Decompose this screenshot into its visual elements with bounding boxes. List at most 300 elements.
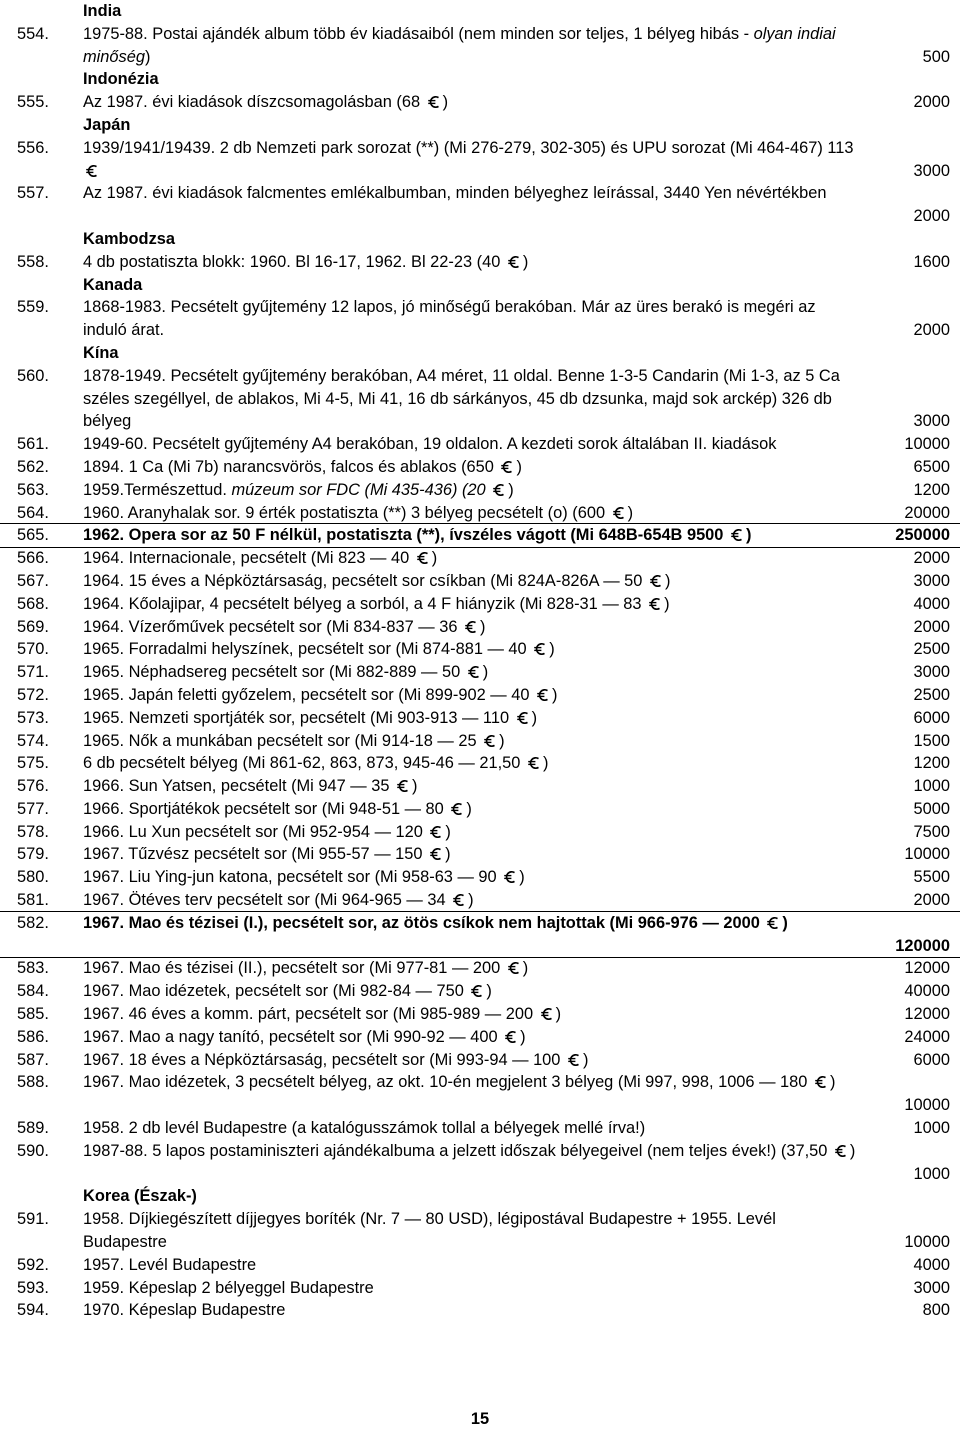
lot-text-part: 1967. 18 éves a Népköztársaság, pecsételt sor (Mi 993-94 — 100 [83,1050,565,1069]
lot-text [83,253,528,271]
lot-description [83,980,858,1003]
lot-description [83,616,858,639]
lot-text-part: 1967. Mao és tézisei (II.), pecsételt sor (Mi 977-81 — 200 [83,959,505,978]
lot-text-part: 1967. Mao idézetek, 3 pecsételt bélyeg, az okt. 10-én megjelent 3 bélyeg (Mi 997, 998, 1006 — 180 [83,1073,812,1092]
lot-price: 1200 [913,480,950,499]
lot-entry [0,821,960,844]
lot-price: 1200 [913,754,950,773]
lot-entry [0,889,960,912]
lot-entry [0,866,960,889]
lot-text [83,640,555,658]
lot-description [83,1026,858,1049]
lot-number: 574. [17,731,49,750]
lot-entry [0,1277,960,1300]
euro-icon [612,504,626,518]
lot-price: 4000 [913,594,950,613]
lot-description [83,68,858,114]
lot-price: 10000 [904,1233,950,1252]
euro-icon [536,686,550,700]
euro-icon [500,458,514,472]
lot-number: 578. [17,822,49,841]
lot-number: 592. [17,1255,49,1274]
lot-text-part: olyan indiai minőség [83,24,836,66]
lot-number: 570. [17,640,49,659]
lot-number: 560. [17,366,49,385]
lot-text [83,618,485,636]
lot-price: 6500 [913,457,950,476]
lot-text [83,1142,855,1160]
lot-number: 589. [17,1119,49,1138]
lot-text [83,959,528,977]
lot-entry [0,1185,960,1253]
lot-price: 4000 [913,1255,950,1274]
lot-text [83,868,525,886]
lot-text [83,1119,645,1137]
euro-icon [730,526,744,540]
lot-description [83,570,858,593]
euro-icon [507,959,521,973]
lot-text-part: 1967. Mao idézetek, pecsételt sor (Mi 982-84 — 750 [83,982,469,1001]
lot-description [83,274,858,342]
country-heading: Korea (Észak-) [83,1187,197,1206]
lot-text-part: ) [144,47,151,66]
lot-description [83,114,858,182]
lot-description [83,524,858,547]
country-heading: Japán [83,115,131,134]
lot-entry [0,912,960,958]
lot-text [83,800,472,818]
lot-description [83,1071,858,1117]
lot-text-part: 1965. Japán feletti győzelem, pecsételt sor (Mi 899-902 — 40 [83,685,534,704]
lot-text-part: ) [829,1073,836,1092]
euro-icon [649,572,663,586]
lot-text-part: 1966. Lu Xun pecsételt sor (Mi 952-954 — 120 [83,822,428,841]
euro-icon [85,162,99,176]
lot-text [83,298,816,339]
lot-text-part: 1970. Képeslap Budapestre [83,1301,286,1320]
lot-text [83,777,417,795]
lot-text-part: 1967. Liu Ying-jun katona, pecsételt sor (Mi 958-63 — 90 [83,868,502,887]
lot-number: 554. [17,24,49,43]
lot-price: 1600 [913,252,950,271]
lot-number: 584. [17,982,49,1001]
lot-price: 250000 [895,526,950,545]
lot-price: 3000 [913,571,950,590]
lot-text-part: 1966. Sun Yatsen, pecsételt (Mi 947 — 35 [83,777,395,796]
lot-number: 556. [17,138,49,157]
country-heading: India [83,2,122,20]
lot-text [83,458,522,476]
lot-text-part: 1965. Nemzeti sportjáték sor, pecsételt (Mi 903-913 — 110 [83,708,514,727]
euro-icon [464,618,478,632]
lot-description [83,1117,858,1140]
lot-number: 575. [17,754,49,773]
lot-text-part: 1878-1949. Pecsételt gyűjtemény berakóban, A4 méret, 11 oldal. Benne 1-3-5 Candarin (Mi 1-3, az 5 Ca széles szegéllyel, de ablakos, Mi 4-5, Mi 41, 16 db sárkányos, 45 db dzsunka, majd sok arckép) 326 db bélyeg [83,366,840,431]
lot-text-part: ) [549,640,555,659]
euro-icon [452,891,466,905]
lot-text [83,595,670,613]
lot-text-part: 6 db pecsételt bélyeg (Mi 861-62, 863, 873, 945-46 — 21,50 [83,754,525,773]
lot-text [83,572,670,590]
lot-text [83,823,451,841]
lot-description [83,707,858,730]
euro-icon [504,1028,518,1042]
lot-text-part: 1967. 46 éves a komm. párt, pecsételt sor (Mi 985-989 — 200 [83,1005,538,1024]
lot-price: 24000 [904,1027,950,1046]
lot-entry [0,798,960,821]
lot-entry [0,547,960,570]
lot-text-part: 1957. Levél Budapestre [83,1255,257,1274]
lot-description [83,1049,858,1072]
lot-price: 2500 [913,685,950,704]
lot-entry [0,1071,960,1117]
lot-text [83,1256,256,1274]
lot-price: 500 [922,47,950,66]
lot-number: 561. [17,435,49,454]
lot-text-part: ) [552,685,558,704]
lot-description [83,228,858,274]
euro-icon [416,549,430,563]
lot-entry [0,593,960,616]
lot-description [83,1277,858,1300]
euro-icon [516,709,530,723]
lot-description [83,479,858,502]
lot-text-part: ) [508,480,514,499]
lot-text-part: ) [520,1027,526,1046]
lot-text-part: ) [522,959,529,978]
lot-price: 2000 [913,321,950,340]
lot-description [83,1140,858,1186]
lot-entry [0,661,960,684]
lot-text-part: múzeum sor FDC (Mi 435-436) (20 [231,480,491,499]
euro-icon [567,1051,581,1065]
country-heading: Kína [83,343,119,362]
euro-icon [429,845,443,859]
lot-description [83,798,858,821]
euro-icon [396,777,410,791]
lot-text [83,435,776,453]
euro-icon [467,663,481,677]
euro-icon [540,1005,554,1019]
lot-description [83,957,858,980]
lot-entry [0,843,960,866]
lot-number: 579. [17,845,49,864]
lot-text-part: 1964. Kőolajipar, 4 pecsételt bélyeg a sorból, a 4 F hiányzik (Mi 828-31 — 83 [83,594,647,613]
lot-price: 40000 [904,982,950,1001]
lot-description [83,1299,858,1322]
lot-description [83,502,858,525]
lot-price: 7500 [913,822,950,841]
lot-text-part: Az 1987. évi kiadások díszcsomagolásban (68 [83,93,425,112]
lot-entry [0,182,960,228]
lot-number: 568. [17,594,49,613]
lot-text-part: 1965. Forradalmi helyszínek, pecsételt sor (Mi 874-881 — 40 [83,640,532,659]
lot-description [83,433,858,456]
lot-number: 576. [17,777,49,796]
lot-entry [0,684,960,707]
lot-entry [0,1140,960,1186]
euro-icon [834,1142,848,1156]
lot-entry [0,68,960,114]
lot-description [83,912,858,958]
lot-description [83,821,858,844]
lot-text [83,526,751,544]
lot-text-part: 1967. Mao a nagy tanító, pecsételt sor (Mi 990-92 — 400 [83,1027,503,1046]
lot-entry [0,570,960,593]
lot-entry [0,433,960,456]
lot-description [83,752,858,775]
lot-entry [0,752,960,775]
lot-text-part: ) [745,526,752,545]
lot-description [83,342,858,433]
euro-icon [527,754,541,768]
euro-icon [470,982,484,996]
lot-text-part: ) [627,503,634,522]
lot-price: 2000 [913,549,950,568]
lot-text-part: 1894. 1 Ca (Mi 7b) narancsvörös, falcos és ablakos (650 [83,457,499,476]
lot-price: 3000 [913,1278,950,1297]
lot-description [83,661,858,684]
lot-text-part: ) [412,777,418,796]
lot-text [83,754,548,772]
lot-text-part: ) [582,1050,589,1069]
lot-text [83,982,492,1000]
lot-price: 3000 [913,412,950,431]
lot-number: 567. [17,571,49,590]
lot-text-part: 1987-88. 5 lapos postaminiszteri ajándékalbuma a jelzett időszak bélyegeivel (nem teljes évek!) (37,50 [83,1141,832,1160]
lot-text-part: 1967. Ötéves terv pecsételt sor (Mi 964-965 — 34 [83,891,451,910]
lot-number: 582. [17,913,49,932]
lot-number: 580. [17,868,49,887]
lot-text-part: 1967. Mao és tézisei (I.), pecsételt sor, az ötös csíkok nem hajtottak (Mi 966-976 — 2000 [83,913,765,932]
euro-icon [766,914,780,928]
lot-price: 2000 [913,207,950,226]
lot-text [83,367,840,431]
country-heading: Kanada [83,275,143,294]
lot-text-part: 1965. Nők a munkában pecsételt sor (Mi 914-18 — 25 [83,731,482,750]
lot-entry [0,342,960,433]
lot-text [83,663,488,681]
lot-entry [0,456,960,479]
lot-text [83,93,448,111]
lot-entry [0,1117,960,1140]
lot-text [83,686,557,704]
lot-number: 565. [17,526,49,545]
lot-text-part: 1964. Vízerőművek pecsételt sor (Mi 834-837 — 36 [83,617,462,636]
lot-description [83,1254,858,1277]
lot-text-part: ) [522,252,529,271]
lot-price: 1000 [913,1119,950,1138]
lot-entry [0,616,960,639]
lot-description [83,547,858,570]
lot-number: 569. [17,617,49,636]
lot-text-part: 1965. Néphadsereg pecsételt sor (Mi 882-889 — 50 [83,663,465,682]
euro-icon [507,253,521,267]
lot-price: 5000 [913,799,950,818]
lot-text-part: ) [516,457,522,476]
lot-text-part: ) [442,93,449,112]
lot-text-part: ) [486,982,492,1001]
lot-number: 585. [17,1005,49,1024]
euro-icon [483,732,497,746]
lot-number: 581. [17,891,49,910]
lot-text [83,1279,374,1297]
lot-price: 3000 [913,663,950,682]
lot-entry [0,1254,960,1277]
lot-price: 10000 [904,845,950,864]
euro-icon [427,93,441,107]
euro-icon [450,800,464,814]
lot-text-part: ) [445,822,451,841]
lot-text-part: Az 1987. évi kiadások falcmentes emlékalbumban, minden bélyeghez leírással, 3440 Yen névértékben [83,184,827,203]
lot-price: 2000 [913,891,950,910]
lot-price: 2000 [913,93,950,112]
lot-text [83,139,853,180]
lot-text [83,732,505,750]
euro-icon [429,823,443,837]
lot-entry [0,980,960,1003]
lot-text-part: 1949-60. Pecsételt gyűjtemény A4 berakóban, 19 oldalon. A kezdeti sorok általában II. kiadások [83,435,777,454]
lot-number: 591. [17,1210,49,1229]
lot-price: 5500 [913,868,950,887]
lot-text [83,709,537,727]
lot-entry [0,1026,960,1049]
lot-number: 562. [17,457,49,476]
lot-description [83,1185,858,1253]
lot-entry [0,524,960,547]
lot-entry [0,730,960,753]
lot-entry [0,1003,960,1026]
lot-text [83,845,451,863]
lot-text-part: ) [664,571,671,590]
lot-number: 566. [17,549,49,568]
lot-text [83,549,437,567]
lot-number: 555. [17,93,49,112]
lot-entry [0,957,960,980]
lot-description [83,0,858,68]
lot-price: 1000 [913,1164,950,1183]
lot-price: 6000 [913,1050,950,1069]
lot-text-part: ) [466,799,472,818]
lot-text-part: 4 db postatiszta blokk: 1960. Bl 16-17, 1962. Bl 22-23 (40 [83,252,505,271]
lot-text [83,1005,561,1023]
lot-text-part: 1959. Képeslap 2 bélyeggel Budapestre [83,1278,374,1297]
lot-text-part: 1967. Tűzvész pecsételt sor (Mi 955-57 — 150 [83,845,428,864]
lot-text [83,1051,588,1069]
euro-icon [533,640,547,654]
lot-text [83,1073,835,1091]
lot-text-part: 1939/1941/19439. 2 db Nemzeti park sorozat (**) (Mi 276-279, 302-305) és UPU sorozat (Mi 464-467) 113 [83,138,854,157]
lot-entry [0,479,960,502]
lot-text-part: ) [849,1141,856,1160]
lot-description [83,182,858,228]
lot-number: 559. [17,298,49,317]
lot-number: 590. [17,1141,49,1160]
lot-number: 577. [17,799,49,818]
lot-text-part: 1964. Internacionale, pecsételt (Mi 823 — 40 [83,549,414,568]
lot-entry [0,228,960,274]
lot-number: 586. [17,1027,49,1046]
lot-text-part: 1962. Opera sor az 50 F nélkül, postatiszta (**), ívszéles vágott (Mi 648B-654B 9500 [83,526,728,545]
lot-text [83,504,633,522]
lot-number: 572. [17,685,49,704]
lot-text-part: 1958. Díjkiegészített díjjegyes boríték (Nr. 7 — 80 USD), légipostával Budapestre + 1955. Levél Budapestre [83,1210,776,1252]
lot-number: 564. [17,503,49,522]
lot-price: 120000 [895,936,950,955]
lot-text [83,914,788,932]
lot-description [83,843,858,866]
lot-text-part: 1868-1983. Pecsételt gyűjtemény 12 lapos, jó minőségű berakóban. Már az üres berakó is megéri az induló árat. [83,298,816,340]
euro-icon [492,481,506,495]
lot-text [83,891,474,909]
lot-price: 20000 [904,503,950,522]
lot-price: 1000 [913,777,950,796]
lot-text-part: ) [542,754,549,773]
lot-text-part: ) [480,617,486,636]
lot-description [83,1003,858,1026]
lot-text-part: ) [431,549,438,568]
lot-entry [0,638,960,661]
lot-text-part: ) [531,708,538,727]
lot-entry [0,775,960,798]
lot-entry [0,1049,960,1072]
lot-description [83,456,858,479]
lot-text-part: ) [499,731,505,750]
lot-description [83,684,858,707]
lot-text-part: ) [468,891,474,910]
lot-number: 573. [17,708,49,727]
lot-text-part: ) [782,913,788,932]
lot-text-part: ) [664,594,670,613]
lot-price: 10000 [904,435,950,454]
lot-text-part: 1964. 15 éves a Népköztársaság, pecsételt sor csíkban (Mi 824A-826A — 50 [83,571,647,590]
lot-number: 587. [17,1050,49,1069]
lot-text-part: ) [555,1005,562,1024]
lot-text-part: 1966. Sportjátékok pecsételt sor (Mi 948-51 — 80 [83,799,449,818]
lot-price: 2500 [913,640,950,659]
country-heading: Indonézia [83,70,159,89]
lot-number: 557. [17,184,49,203]
lot-text [83,184,827,202]
lot-entry [0,114,960,182]
lot-description [83,730,858,753]
lot-description [83,638,858,661]
lot-text [83,1028,526,1046]
lot-text-part: ) [519,868,525,887]
euro-icon [648,595,662,609]
country-heading: Kambodzsa [83,229,175,248]
lot-price: 6000 [913,708,950,727]
lot-text-part: 1975-88. Postai ajándék album több év kiadásaiból (nem minden sor teljes, 1 bélyeg hibás - [83,24,754,43]
lot-price: 3000 [913,161,950,180]
lot-text-part: ) [482,663,489,682]
lot-number: 594. [17,1301,49,1320]
lot-text [83,481,514,499]
lot-text [83,1301,285,1319]
lot-price: 10000 [904,1096,950,1115]
lot-number: 563. [17,480,49,499]
lot-description [83,593,858,616]
lot-price: 12000 [904,959,950,978]
euro-icon [503,868,517,882]
page-number: 15 [470,1410,490,1428]
lot-description [83,775,858,798]
lot-entry [0,707,960,730]
lot-price: 2000 [913,617,950,636]
lot-price: 1500 [913,731,950,750]
lot-number: 571. [17,663,49,682]
lot-entry [0,502,960,525]
